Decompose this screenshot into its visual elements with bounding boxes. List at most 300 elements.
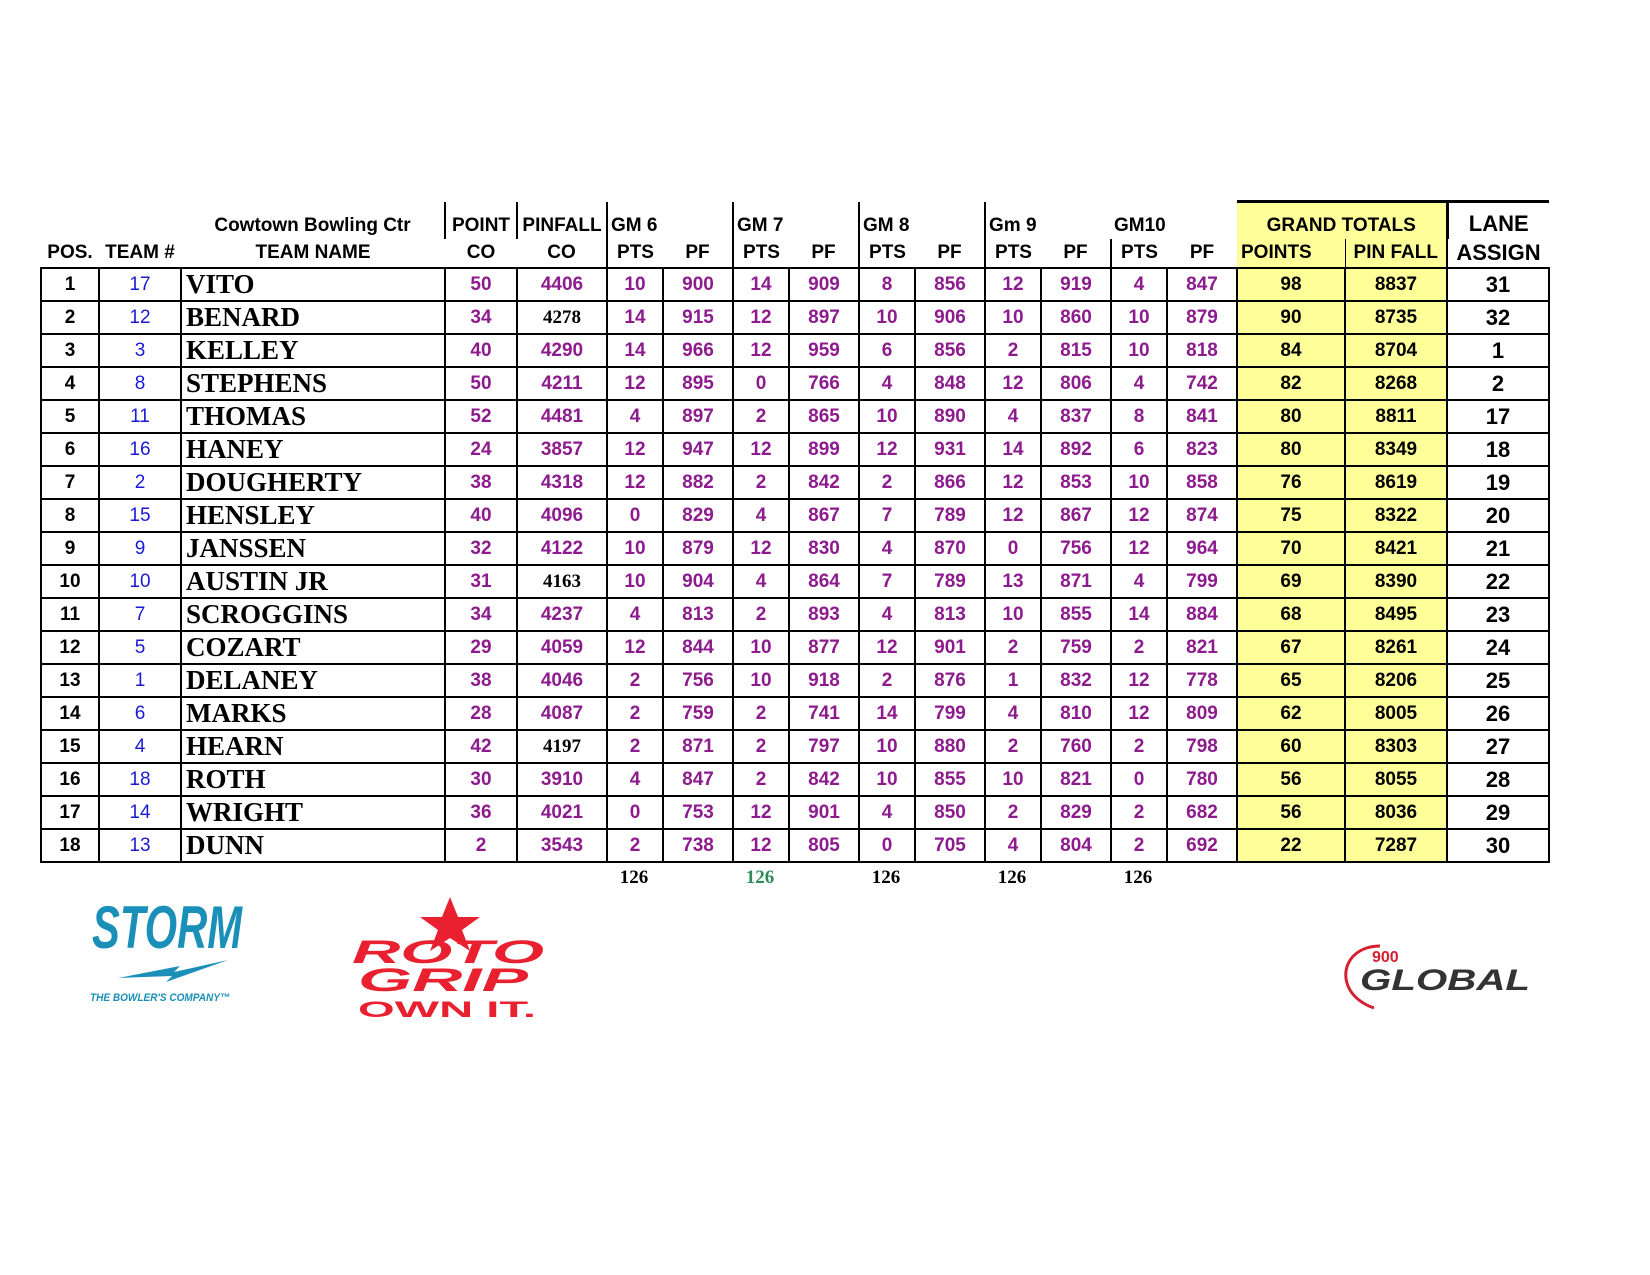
lane-assign-cell: 2: [1447, 367, 1549, 400]
gm10-pf-header: PF: [1189, 242, 1215, 263]
grand-pinfall-cell: 8735: [1345, 301, 1447, 334]
team-name-cell: VITO: [181, 268, 445, 301]
pinfall-co-cell: 4237: [517, 598, 607, 631]
gm9-pf-cell: 756: [1041, 532, 1111, 565]
gm7-pts-cell: 2: [733, 466, 789, 499]
gm8-pts-cell: 14: [859, 697, 915, 730]
lane-assign-cell: 25: [1447, 664, 1549, 697]
grand-pinfall-cell: 8619: [1345, 466, 1447, 499]
pinfall-co-cell: 4197: [517, 730, 607, 763]
pinfall-co-cell: 4122: [517, 532, 607, 565]
table-row: [41, 532, 1549, 565]
pinfall-co-cell: 4211: [517, 367, 607, 400]
gm10-pf-cell: 778: [1167, 664, 1237, 697]
gm8-pts-cell: 12: [859, 433, 915, 466]
gm6-pts-cell: 0: [607, 796, 663, 829]
team-number-cell: 17: [99, 268, 181, 301]
point-co-cell: 40: [445, 499, 517, 532]
gm9-pf-cell: 832: [1041, 664, 1111, 697]
grand-points-cell: 67: [1237, 631, 1345, 664]
gm9-pf-cell: 815: [1041, 334, 1111, 367]
pos-cell: 15: [41, 730, 99, 763]
gm10-pts-cell: 2: [1111, 730, 1167, 763]
gm10-pts-cell: 10: [1111, 334, 1167, 367]
team-name-header: TEAM NAME: [255, 242, 371, 263]
gm7-header: GM 7: [733, 202, 859, 240]
table-row: [41, 499, 1549, 532]
gm6-pf-cell: 879: [663, 532, 733, 565]
grand-pinfall-cell: 8349: [1345, 433, 1447, 466]
assign-header: ASSIGN: [1447, 239, 1549, 268]
gm9-pf-cell: 804: [1041, 829, 1111, 862]
pos-cell: 6: [41, 433, 99, 466]
storm-logo: [88, 890, 248, 1010]
gm6-pf-cell: 847: [663, 763, 733, 796]
pinfall-co-cell: 4087: [517, 697, 607, 730]
grand-points-cell: 56: [1237, 763, 1345, 796]
lane-assign-cell: 1: [1447, 334, 1549, 367]
gm10-pts-cell: 10: [1111, 466, 1167, 499]
grand-points-cell: 82: [1237, 367, 1345, 400]
gm9-total: 126: [997, 867, 1027, 888]
gm8-pf-cell: 880: [915, 730, 985, 763]
point-co-cell: 50: [445, 268, 517, 301]
gm10-pts-cell: 4: [1111, 268, 1167, 301]
lane-assign-cell: 27: [1447, 730, 1549, 763]
lane-assign-cell: 30: [1447, 829, 1549, 862]
gm7-pf-header: PF: [811, 242, 836, 263]
gm9-pts-cell: 12: [985, 499, 1041, 532]
pos-cell: 3: [41, 334, 99, 367]
gm7-pts-cell: 2: [733, 598, 789, 631]
point-co-cell: 30: [445, 763, 517, 796]
gm9-header: Gm 9: [985, 202, 1111, 240]
gm10-pts-cell: 12: [1111, 532, 1167, 565]
team-number-cell: 3: [99, 334, 181, 367]
rotogrip-logo-mark: [350, 895, 550, 1020]
gm9-pts-cell: 12: [985, 367, 1041, 400]
grand-pinfall-cell: 8837: [1345, 268, 1447, 301]
900global-logo: [1340, 940, 1540, 1010]
gm6-pf-cell: 753: [663, 796, 733, 829]
gm9-pts-cell: 12: [985, 466, 1041, 499]
pin-fall-header: PIN FALL: [1345, 239, 1447, 268]
gm8-pts-cell: 8: [859, 268, 915, 301]
gm9-pf-cell: 867: [1041, 499, 1111, 532]
point-co-cell: 32: [445, 532, 517, 565]
gm9-pf-cell: 810: [1041, 697, 1111, 730]
gm9-pf-cell: 806: [1041, 367, 1111, 400]
gm8-pts-cell: 2: [859, 466, 915, 499]
pos-cell: 1: [41, 268, 99, 301]
gm6-pf-cell: 947: [663, 433, 733, 466]
gm10-pts-cell: 4: [1111, 565, 1167, 598]
grand-pinfall-cell: 8811: [1345, 400, 1447, 433]
lane-assign-cell: 21: [1447, 532, 1549, 565]
pinfall-co-cell: 4290: [517, 334, 607, 367]
point-co-cell: 50: [445, 367, 517, 400]
pos-cell: 11: [41, 598, 99, 631]
lane-assign-cell: 29: [1447, 796, 1549, 829]
lane-assign-cell: 20: [1447, 499, 1549, 532]
gm7-pf-cell: 893: [789, 598, 859, 631]
gm8-pts-cell: 2: [859, 664, 915, 697]
team-name-cell: HENSLEY: [181, 499, 445, 532]
point-co-cell: 40: [445, 334, 517, 367]
gm8-pts-cell: 4: [859, 367, 915, 400]
gm7-pts-cell: 12: [733, 796, 789, 829]
gm7-pf-cell: 959: [789, 334, 859, 367]
gm6-pts-cell: 14: [607, 301, 663, 334]
gm6-pts-cell: 2: [607, 730, 663, 763]
grand-points-cell: 70: [1237, 532, 1345, 565]
table-row: [41, 664, 1549, 697]
gm9-pts-cell: 1: [985, 664, 1041, 697]
gm6-pf-cell: 882: [663, 466, 733, 499]
gm8-pts-cell: 0: [859, 829, 915, 862]
gm6-pf-header: PF: [685, 242, 710, 263]
storm-wordmark: STORM: [92, 894, 244, 961]
gm9-pts-header: PTS: [985, 239, 1041, 268]
gm7-pf-cell: 842: [789, 466, 859, 499]
gm7-pts-cell: 4: [733, 565, 789, 598]
lane-assign-cell: 28: [1447, 763, 1549, 796]
point-co-cell: 52: [445, 400, 517, 433]
team-number-cell: 6: [99, 697, 181, 730]
gm6-total: 126: [619, 867, 649, 888]
pinfall-co-cell: 4046: [517, 664, 607, 697]
table-row: [41, 730, 1549, 763]
gm8-pf-cell: 799: [915, 697, 985, 730]
table-row: [41, 565, 1549, 598]
point-co-header: CO: [466, 242, 496, 263]
team-name-cell: THOMAS: [181, 400, 445, 433]
lane-assign-cell: 31: [1447, 268, 1549, 301]
team-no-header: TEAM #: [105, 242, 175, 263]
gm10-pts-cell: 10: [1111, 301, 1167, 334]
grand-pinfall-cell: 8055: [1345, 763, 1447, 796]
pinfall-co-cell: 4096: [517, 499, 607, 532]
gm9-pts-cell: 2: [985, 730, 1041, 763]
team-name-cell: KELLEY: [181, 334, 445, 367]
gm7-pts-cell: 12: [733, 334, 789, 367]
pos-cell: 5: [41, 400, 99, 433]
gm9-pf-cell: 821: [1041, 763, 1111, 796]
point-co-cell: 2: [445, 829, 517, 862]
gm7-pts-cell: 2: [733, 400, 789, 433]
team-name-cell: AUSTIN JR: [181, 565, 445, 598]
gm6-pts-cell: 12: [607, 466, 663, 499]
gm7-pf-cell: 901: [789, 796, 859, 829]
rotogrip-tagline: OWN IT.: [358, 997, 536, 1022]
gm8-pf-cell: 789: [915, 565, 985, 598]
team-name-cell: BENARD: [181, 301, 445, 334]
team-number-cell: 9: [99, 532, 181, 565]
gm7-pf-cell: 830: [789, 532, 859, 565]
team-number-cell: 2: [99, 466, 181, 499]
gm10-pf-cell: 798: [1167, 730, 1237, 763]
grand-points-cell: 65: [1237, 664, 1345, 697]
team-name-cell: DOUGHERTY: [181, 466, 445, 499]
point-co-cell: 34: [445, 301, 517, 334]
gm10-pf-cell: 884: [1167, 598, 1237, 631]
gm8-pts-cell: 10: [859, 400, 915, 433]
gm8-pts-cell: 7: [859, 565, 915, 598]
gm8-pts-cell: 10: [859, 730, 915, 763]
gm10-pts-cell: 0: [1111, 763, 1167, 796]
gm9-pf-cell: 860: [1041, 301, 1111, 334]
gm10-pf-cell: 799: [1167, 565, 1237, 598]
rotogrip-line2: GRIP: [358, 962, 530, 998]
lightning-icon: [118, 960, 228, 982]
team-number-cell: 10: [99, 565, 181, 598]
gm7-pts-cell: 2: [733, 697, 789, 730]
gm9-pts-cell: 14: [985, 433, 1041, 466]
pinfall-co-cell: 3857: [517, 433, 607, 466]
grand-points-cell: 90: [1237, 301, 1345, 334]
gm6-pf-cell: 966: [663, 334, 733, 367]
gm7-pts-cell: 12: [733, 301, 789, 334]
900global-logo-mark: [1340, 940, 1540, 1010]
gm7-pf-cell: 741: [789, 697, 859, 730]
rotogrip-logo: [350, 895, 550, 1020]
point-co-cell: 29: [445, 631, 517, 664]
grand-pinfall-cell: 8261: [1345, 631, 1447, 664]
pos-cell: 9: [41, 532, 99, 565]
gm8-pf-cell: 848: [915, 367, 985, 400]
gm9-pts-cell: 10: [985, 301, 1041, 334]
pos-cell: 13: [41, 664, 99, 697]
gm8-pf-cell: 931: [915, 433, 985, 466]
gm7-pf-cell: 899: [789, 433, 859, 466]
pos-header: POS.: [47, 242, 93, 263]
gm10-pts-cell: 12: [1111, 499, 1167, 532]
team-number-cell: 15: [99, 499, 181, 532]
gm9-pts-cell: 4: [985, 829, 1041, 862]
gm9-pts-cell: 12: [985, 268, 1041, 301]
lane-assign-cell: 19: [1447, 466, 1549, 499]
gm8-pf-cell: 901: [915, 631, 985, 664]
team-name-cell: ROTH: [181, 763, 445, 796]
grand-pinfall-cell: 8495: [1345, 598, 1447, 631]
grand-pinfall-cell: 8303: [1345, 730, 1447, 763]
gm10-pf-cell: 818: [1167, 334, 1237, 367]
gm9-pf-cell: 759: [1041, 631, 1111, 664]
gm7-pts-cell: 2: [733, 763, 789, 796]
pinfall-co-cell: 4278: [517, 301, 607, 334]
team-name-cell: HEARN: [181, 730, 445, 763]
point-co-cell: 24: [445, 433, 517, 466]
grand-points-cell: 76: [1237, 466, 1345, 499]
gm8-pf-cell: 705: [915, 829, 985, 862]
gm9-pts-cell: 10: [985, 598, 1041, 631]
team-name-cell: HANEY: [181, 433, 445, 466]
gm10-pts-cell: 6: [1111, 433, 1167, 466]
pinfall-header: PINFALL: [517, 202, 607, 240]
gm10-pf-cell: 841: [1167, 400, 1237, 433]
gm10-pf-cell: 879: [1167, 301, 1237, 334]
grand-pinfall-cell: 8036: [1345, 796, 1447, 829]
grand-points-cell: 56: [1237, 796, 1345, 829]
gm8-pf-cell: 906: [915, 301, 985, 334]
standings-sheet: [40, 200, 1550, 893]
gm8-pts-cell: 7: [859, 499, 915, 532]
gm9-pf-cell: 853: [1041, 466, 1111, 499]
table-row: [41, 796, 1549, 829]
gm10-pf-cell: 823: [1167, 433, 1237, 466]
point-co-cell: 38: [445, 664, 517, 697]
gm8-pf-cell: 789: [915, 499, 985, 532]
table-row: [41, 268, 1549, 301]
gm7-pf-cell: 867: [789, 499, 859, 532]
pos-cell: 17: [41, 796, 99, 829]
gm8-pf-cell: 813: [915, 598, 985, 631]
gm6-pts-cell: 4: [607, 598, 663, 631]
table-row: [41, 466, 1549, 499]
footer-totals: [40, 863, 1548, 893]
table-row: [41, 334, 1549, 367]
gm8-pf-cell: 850: [915, 796, 985, 829]
table-row: [41, 763, 1549, 796]
gm6-pts-cell: 10: [607, 532, 663, 565]
grand-points-cell: 80: [1237, 433, 1345, 466]
gm7-pts-cell: 12: [733, 433, 789, 466]
gm8-pts-cell: 10: [859, 301, 915, 334]
team-number-cell: 7: [99, 598, 181, 631]
grand-points-cell: 69: [1237, 565, 1345, 598]
gm7-pf-cell: 766: [789, 367, 859, 400]
gm9-pf-cell: 871: [1041, 565, 1111, 598]
table-row: [41, 367, 1549, 400]
team-number-cell: 12: [99, 301, 181, 334]
gm8-header: GM 8: [859, 202, 985, 240]
team-name-cell: SCROGGINS: [181, 598, 445, 631]
gm8-pf-cell: 876: [915, 664, 985, 697]
gm7-pts-cell: 4: [733, 499, 789, 532]
gm8-pf-cell: 890: [915, 400, 985, 433]
gm9-pts-cell: 2: [985, 796, 1041, 829]
header-row-1: [41, 202, 1549, 240]
gm10-pts-cell: 8: [1111, 400, 1167, 433]
lane-assign-cell: 18: [1447, 433, 1549, 466]
team-name-cell: DELANEY: [181, 664, 445, 697]
global-number: 900: [1372, 949, 1399, 966]
gm8-pf-cell: 856: [915, 268, 985, 301]
pinfall-co-cell: 4406: [517, 268, 607, 301]
grand-points-cell: 98: [1237, 268, 1345, 301]
gm6-pts-cell: 4: [607, 400, 663, 433]
gm10-pts-cell: 12: [1111, 664, 1167, 697]
grand-points-cell: 80: [1237, 400, 1345, 433]
gm9-pf-header: PF: [1063, 242, 1088, 263]
team-number-cell: 16: [99, 433, 181, 466]
grand-points-cell: 75: [1237, 499, 1345, 532]
gm7-pf-cell: 909: [789, 268, 859, 301]
pinfall-co-cell: 3910: [517, 763, 607, 796]
lane-assign-cell: 26: [1447, 697, 1549, 730]
gm8-pts-cell: 10: [859, 763, 915, 796]
gm8-pts-cell: 4: [859, 598, 915, 631]
team-number-cell: 14: [99, 796, 181, 829]
pinfall-co-cell: 4059: [517, 631, 607, 664]
gm10-pf-cell: 858: [1167, 466, 1237, 499]
team-number-cell: 11: [99, 400, 181, 433]
grand-pinfall-cell: 7287: [1345, 829, 1447, 862]
pos-cell: 8: [41, 499, 99, 532]
gm6-pts-cell: 10: [607, 268, 663, 301]
pinfall-co-cell: 4021: [517, 796, 607, 829]
point-co-cell: 38: [445, 466, 517, 499]
lane-header: LANE: [1447, 202, 1549, 240]
gm9-pts-cell: 13: [985, 565, 1041, 598]
gm7-pf-cell: 864: [789, 565, 859, 598]
pos-cell: 18: [41, 829, 99, 862]
pos-cell: 14: [41, 697, 99, 730]
table-row: [41, 301, 1549, 334]
grand-pinfall-cell: 8704: [1345, 334, 1447, 367]
table-row: [41, 829, 1549, 862]
gm9-pf-cell: 837: [1041, 400, 1111, 433]
gm7-pf-cell: 865: [789, 400, 859, 433]
gm8-pf-cell: 855: [915, 763, 985, 796]
team-number-cell: 4: [99, 730, 181, 763]
gm8-pts-cell: 12: [859, 631, 915, 664]
gm9-pts-cell: 4: [985, 697, 1041, 730]
global-wordmark: GLOBAL: [1360, 964, 1530, 997]
gm8-pts-cell: 4: [859, 532, 915, 565]
gm7-pf-cell: 797: [789, 730, 859, 763]
gm7-pf-cell: 805: [789, 829, 859, 862]
gm9-pf-cell: 855: [1041, 598, 1111, 631]
gm10-pf-cell: 742: [1167, 367, 1237, 400]
lane-assign-cell: 24: [1447, 631, 1549, 664]
grand-pinfall-cell: 8206: [1345, 664, 1447, 697]
team-name-cell: DUNN: [181, 829, 445, 862]
point-co-cell: 42: [445, 730, 517, 763]
gm6-pf-cell: 900: [663, 268, 733, 301]
points-header: POINTS: [1237, 239, 1345, 268]
grand-points-cell: 62: [1237, 697, 1345, 730]
gm8-pf-cell: 870: [915, 532, 985, 565]
gm6-pts-cell: 2: [607, 829, 663, 862]
gm6-pts-cell: 14: [607, 334, 663, 367]
gm8-pf-header: PF: [937, 242, 962, 263]
grand-pinfall-cell: 8421: [1345, 532, 1447, 565]
gm6-pf-cell: 895: [663, 367, 733, 400]
pos-cell: 10: [41, 565, 99, 598]
pinfall-co-cell: 4481: [517, 400, 607, 433]
gm10-pf-cell: 780: [1167, 763, 1237, 796]
team-number-cell: 1: [99, 664, 181, 697]
gm7-pts-cell: 2: [733, 730, 789, 763]
gm7-pts-header: PTS: [733, 239, 789, 268]
gm7-pf-cell: 918: [789, 664, 859, 697]
storm-logo-mark: [88, 890, 248, 1010]
grand-points-cell: 68: [1237, 598, 1345, 631]
gm10-pts-cell: 2: [1111, 829, 1167, 862]
team-number-cell: 5: [99, 631, 181, 664]
lane-assign-cell: 23: [1447, 598, 1549, 631]
gm9-pts-cell: 4: [985, 400, 1041, 433]
gm9-pf-cell: 760: [1041, 730, 1111, 763]
gm9-pts-cell: 10: [985, 763, 1041, 796]
grand-pinfall-cell: 8322: [1345, 499, 1447, 532]
pinfall-co-cell: 4163: [517, 565, 607, 598]
point-header: POINT: [445, 202, 517, 240]
lane-assign-cell: 22: [1447, 565, 1549, 598]
point-co-cell: 36: [445, 796, 517, 829]
gm6-pf-cell: 871: [663, 730, 733, 763]
